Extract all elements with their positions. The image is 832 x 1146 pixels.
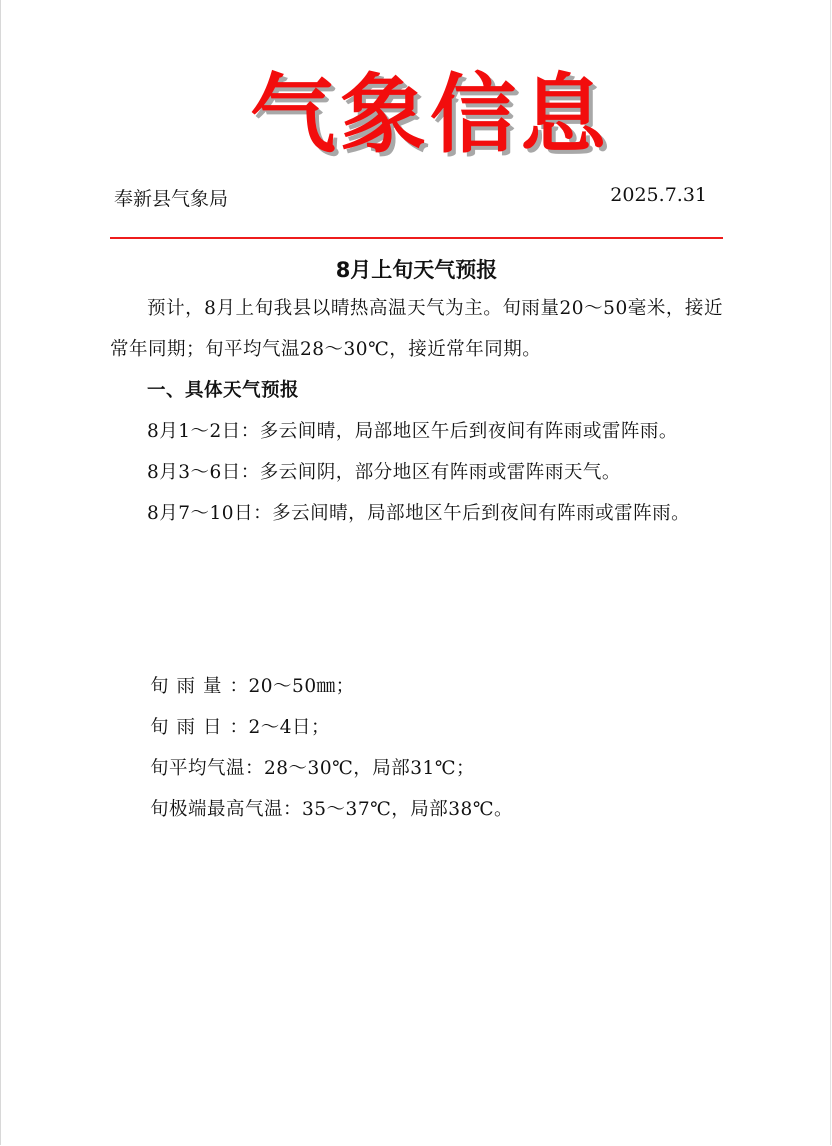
summary-max-temp	[150, 789, 513, 830]
red-divider	[110, 237, 723, 239]
section-heading: 一、具体天气预报	[147, 380, 300, 401]
summary-block	[150, 666, 513, 830]
forecast-paragraph: 8月7～10日：多云间晴，局部地区午后到夜间有阵雨或雷阵雨。	[147, 503, 691, 524]
forecast-paragraph: 8月3～6日：多云间阴，部分地区有阵雨或雷阵雨天气。	[147, 462, 621, 483]
summary-rain-days	[150, 707, 513, 748]
summary-avg-temp	[150, 748, 513, 789]
forecast-paragraph: 8月1～2日：多云间晴，局部地区午后到夜间有阵雨或雷阵雨。	[147, 421, 678, 442]
summary-value: ：28～30℃，局部31℃；	[245, 758, 476, 779]
summary-label: 旬极端最高气温	[150, 799, 284, 820]
summary-value: ：2～4日；	[229, 717, 331, 738]
summary-label: 旬平均气温	[150, 758, 246, 779]
summary-label: 旬雨量	[150, 676, 230, 697]
summary-value: ：20～50㎜；	[229, 676, 355, 697]
summary-label: 旬雨日	[150, 717, 230, 738]
document-title: 8月上旬天气预报	[335, 258, 498, 282]
masthead-title: 气象信息	[250, 64, 610, 165]
document-body	[110, 288, 723, 534]
issuer-name: 奉新县气象局	[114, 188, 229, 210]
summary-value: ：35～37℃，局部38℃。	[283, 799, 514, 820]
intro-paragraph: 预计，8月上旬我县以晴热高温天气为主。旬雨量20～50毫米，接近常年同期；旬平均气温28～30℃，接近常年同期。	[110, 298, 723, 360]
summary-rainfall	[150, 666, 513, 707]
issue-date: 2025.7.31	[610, 184, 707, 206]
